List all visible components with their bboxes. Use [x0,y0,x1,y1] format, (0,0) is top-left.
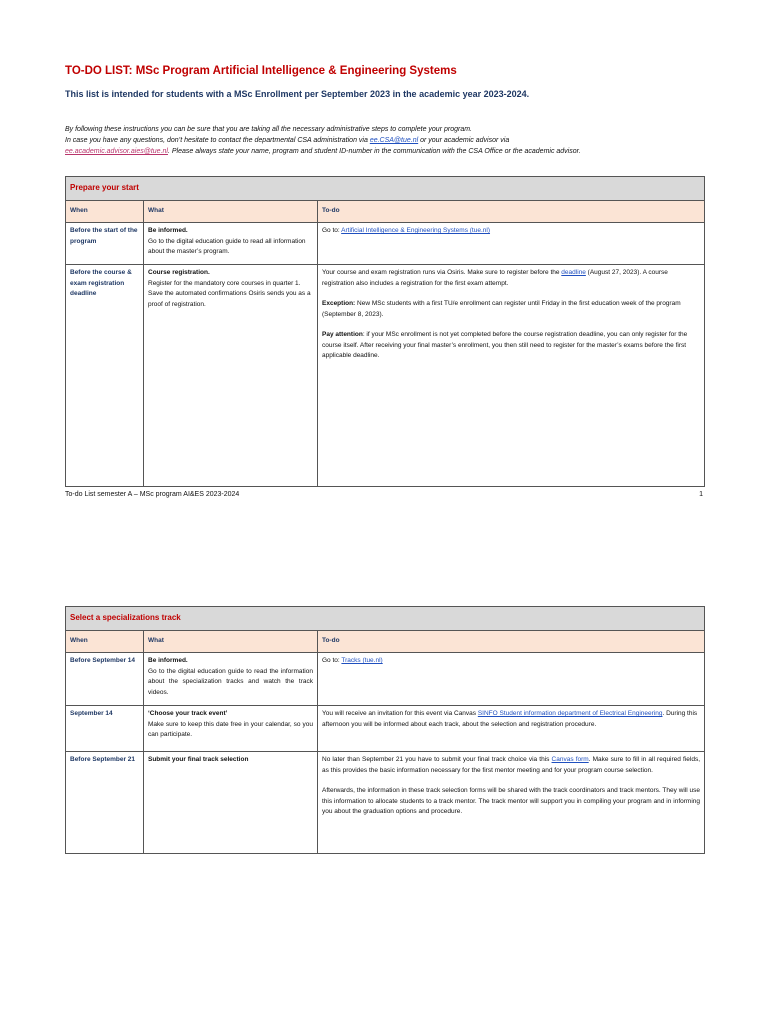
intro-line-2-text: In case you have any questions, don’t hesitate to contact the departmental CSA administration via [65,137,370,144]
what-body: Register for the mandatory core courses in quarter 1. [148,279,301,287]
column-header-when: When [66,631,144,653]
cell-what [144,653,318,706]
canvas-form-link[interactable]: Canvas form [551,756,589,763]
todo-text: Go to: [322,657,342,664]
what-title: Be informed. [148,227,188,234]
todo-text: : if your MSc enrollment is not yet completed before the course registration deadline, you can only register for the course itself. After receiving your final master’s enrollment, you then still need to register for the master’s exams before the first applicable deadline. [322,331,688,359]
what-body: Go to the digital education guide to read the information about the specialization tracks and watch the track videos. [148,667,313,696]
table-row [66,653,705,706]
what-title: Be informed. [148,657,188,664]
table-header-row [66,631,705,653]
todo-paragraph [322,299,700,320]
sinfo-canvas-link[interactable]: SINFO Student information department of Electrical Engineering [477,710,663,717]
table-row [66,265,705,487]
track-selection-table [65,606,705,854]
intro-line-3 [65,146,715,157]
intro-line-1: By following these instructions you can be sure that you are taking all the necessary administrative steps to complete your program. [65,126,472,133]
cell-todo [318,653,705,706]
page-footer: To-do List semester A – MSc program AI&ES 2023-2024 [65,491,240,498]
todo-paragraph [322,268,700,289]
todo-text: No later than September 21 you have to submit your final track choice via this [322,756,552,763]
intro-line-2 [65,135,715,146]
document-title: TO-DO LIST: MSc Program Artificial Intelligence & Engineering Systems [65,65,457,77]
cell-what [144,752,318,854]
column-header-what: What [144,631,318,653]
what-title: ‘Choose your track event’ [148,710,228,717]
cell-when: Before September 21 [66,752,144,854]
column-header-todo: To-do [318,631,705,653]
exception-label: Exception: [322,300,356,307]
cell-what [144,265,318,487]
what-title: Submit your final track selection [148,756,249,763]
cell-when: Before September 14 [66,653,144,706]
todo-text: New MSc students with a first TU/e enrollment can register until Friday in the first education week of the program (September 8, 2023). [322,300,681,318]
todo-paragraph: Afterwards, the information in these track selection forms will be shared with the track coordinators and track mentors. They will use this information to allocate students to a track mentor. The track mentor will support you in compiling your program and in informing you about the graduation options and procedure. [322,787,701,815]
cell-todo [318,223,705,265]
todo-text: (August 27, 2023). A course registration also includes a registration for the first exam attempt. [322,269,668,287]
table-row [66,706,705,752]
table-header-row [66,201,705,223]
cell-todo [318,265,705,487]
section-title: Select a specializations track [66,607,705,631]
table-section-row [66,177,705,201]
program-guide-link[interactable]: Artificial Intelligence & Engineering Systems (tue.nl) [341,227,491,234]
table-row [66,752,705,854]
table-section-row [66,607,705,631]
intro-line-2-tail: or your academic advisor via [418,137,510,144]
document-subtitle: This list is intended for students with a MSc Enrollment per September 2023 in the academic year 2023-2024. [65,89,530,99]
cell-when: Before the course & exam registration deadline [66,265,144,487]
cell-when: September 14 [66,706,144,752]
cell-todo [318,752,705,854]
table-row [66,223,705,265]
column-header-when: When [66,201,144,223]
prepare-start-table [65,176,705,487]
what-body: Go to the digital education guide to read all information about the master’s program. [148,237,306,255]
intro-line-3-text: . Please always state your name, program and student ID-number in the communication with the CSA Office or the academic advisor. [167,148,581,155]
cell-what [144,223,318,265]
todo-paragraph [322,330,700,362]
advisor-email-link[interactable]: ee.academic.advisor.aies@tue.nl [65,148,168,155]
todo-text: . Make sure to fill in all required fields, as this provides the basic information necessary for the first mentor meeting and for your program course selection. [322,756,701,774]
todo-text: . During this afternoon you will be informed about each track, about the selection and registration procedure. [322,710,698,728]
column-header-what: What [144,201,318,223]
todo-text: You will receive an invitation for this event via Canvas [322,710,478,717]
what-body: Make sure to keep this date free in your calendar, so you can participate. [148,720,313,738]
page-number: 1 [699,491,703,498]
todo-text: Go to: [322,227,342,234]
intro-text [65,124,715,157]
todo-text: Your course and exam registration runs via Osiris. Make sure to register before the [322,269,562,276]
todo-paragraph [322,755,700,776]
cell-todo [318,706,705,752]
deadline-link[interactable]: deadline [561,269,586,276]
section-title: Prepare your start [66,177,705,201]
csa-email-link[interactable]: ee.CSA@tue.nl [369,137,419,144]
attention-label: Pay attention [322,331,363,338]
cell-what [144,706,318,752]
cell-when: Before the start of the program [66,223,144,265]
what-title: Course registration. [148,269,210,276]
tracks-link[interactable]: Tracks (tue.nl) [341,657,383,664]
column-header-todo: To-do [318,201,705,223]
what-body: Save the automated confirmations Osiris sends you as a proof of registration. [148,290,311,308]
